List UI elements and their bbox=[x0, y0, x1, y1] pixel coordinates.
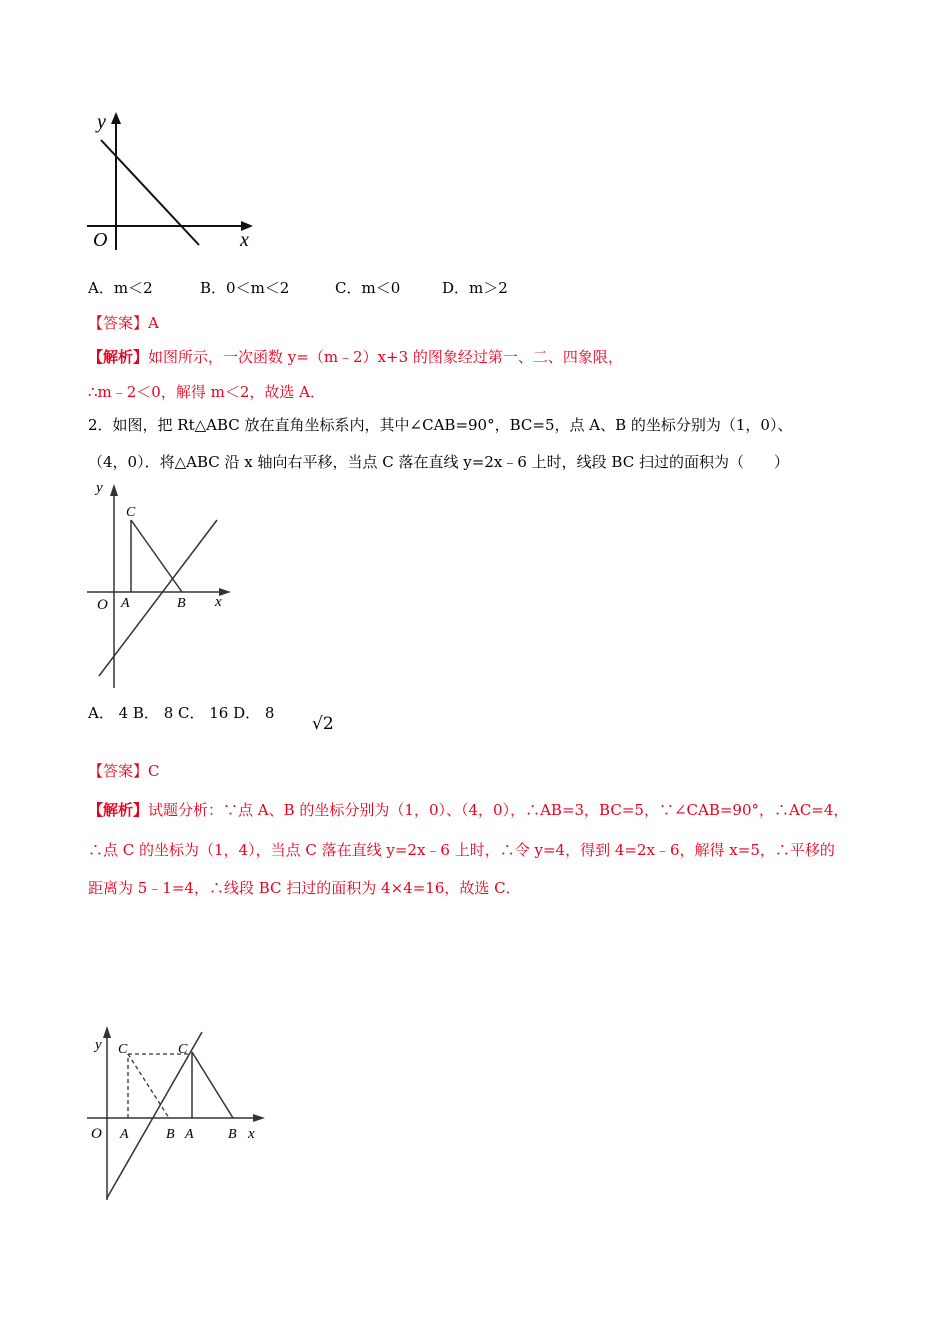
y-axis-label: y bbox=[95, 1037, 102, 1053]
q2-options bbox=[88, 703, 274, 723]
q1-answer: 【答案】A bbox=[88, 314, 159, 332]
q2-options-text: A． 4 B． 8 C． 16 D． 8 bbox=[88, 704, 275, 722]
origin-label: O bbox=[93, 229, 108, 251]
y-axis-label: y bbox=[96, 480, 103, 496]
point-c-label: C bbox=[126, 505, 136, 520]
x-axis-arrow bbox=[253, 1114, 265, 1122]
q2-analysis-line2: ∴点 C 的坐标为（1，4），当点 C 落在直线 y=2x﹣6 上时，∴令 y=4，得到 4=2x﹣6，解得 x=5，∴平移的 bbox=[88, 841, 835, 859]
point-a-label: A bbox=[121, 596, 130, 611]
line-y-2x-6 bbox=[99, 520, 217, 676]
translated-bc bbox=[192, 1052, 233, 1118]
y-axis-arrow bbox=[103, 1026, 111, 1038]
point-a2-label: A bbox=[185, 1127, 194, 1142]
x-axis-label: x bbox=[248, 1126, 255, 1142]
point-b2-label: B bbox=[228, 1127, 237, 1142]
q1-analysis-line1: 【解析】如图所示，一次函数 y=（m﹣2）x+3 的图象经过第一、二、四象限， bbox=[88, 348, 623, 366]
q1-option-b: B．0＜m＜2 bbox=[200, 279, 290, 297]
q2-analysis-line3: 距离为 5﹣1=4，∴线段 BC 扫过的面积为 4×4=16，故选 C． bbox=[88, 879, 521, 897]
q1-option-d: D．m＞2 bbox=[442, 279, 508, 297]
segment-bc bbox=[131, 520, 182, 592]
original-bc bbox=[128, 1054, 169, 1118]
q1-option-c: C．m＜0 bbox=[335, 279, 401, 297]
q2-solution-figure bbox=[85, 1022, 270, 1207]
point-b-label: B bbox=[177, 596, 186, 611]
q2-stem-line2: （4，0）．将△ABC 沿 x 轴向右平移，当点 C 落在直线 y=2x﹣6 上时，线段 BC 扫过的面积为（ ） bbox=[88, 453, 789, 471]
q2-stem-line1: 2．如图，把 Rt△ABC 放在直角坐标系内，其中∠CAB=90°，BC=5，点 A、B 的坐标分别为（1，0）、 bbox=[88, 416, 793, 434]
q1-options bbox=[88, 278, 508, 298]
x-axis-label: x bbox=[240, 229, 249, 251]
analysis-tag: 【解析】 bbox=[88, 348, 149, 366]
q1-option-a: A．m＜2 bbox=[88, 279, 153, 297]
point-c1-label: C bbox=[118, 1042, 128, 1057]
q1-graph bbox=[85, 110, 265, 260]
point-a1-label: A bbox=[120, 1127, 129, 1142]
q1-analysis-line2: ∴m﹣2＜0，解得 m＜2，故选 A． bbox=[88, 383, 325, 401]
origin-label: O bbox=[97, 597, 108, 613]
origin-label: O bbox=[91, 1126, 102, 1142]
y-axis-arrow bbox=[111, 112, 121, 124]
q2-analysis-line1: 【解析】试题分析：∵点 A、B 的坐标分别为（1，0）、（4，0），∴AB=3，BC=5，∵∠CAB=90°，∴AC=4， bbox=[88, 801, 849, 819]
y-axis-label: y bbox=[97, 111, 106, 133]
point-c2-label: C bbox=[178, 1042, 188, 1057]
analysis-tag: 【解析】 bbox=[88, 801, 149, 819]
q2-solution-graph bbox=[85, 1022, 270, 1207]
q2-figure bbox=[85, 478, 245, 693]
point-b1-label: B bbox=[166, 1127, 175, 1142]
q2-option-d-sqrt: √2 bbox=[312, 714, 334, 734]
q2-graph bbox=[85, 478, 245, 693]
q2-answer: 【答案】C bbox=[88, 762, 160, 780]
y-axis-arrow bbox=[110, 484, 118, 496]
x-axis-label: x bbox=[215, 594, 222, 610]
q1-figure bbox=[85, 110, 265, 260]
